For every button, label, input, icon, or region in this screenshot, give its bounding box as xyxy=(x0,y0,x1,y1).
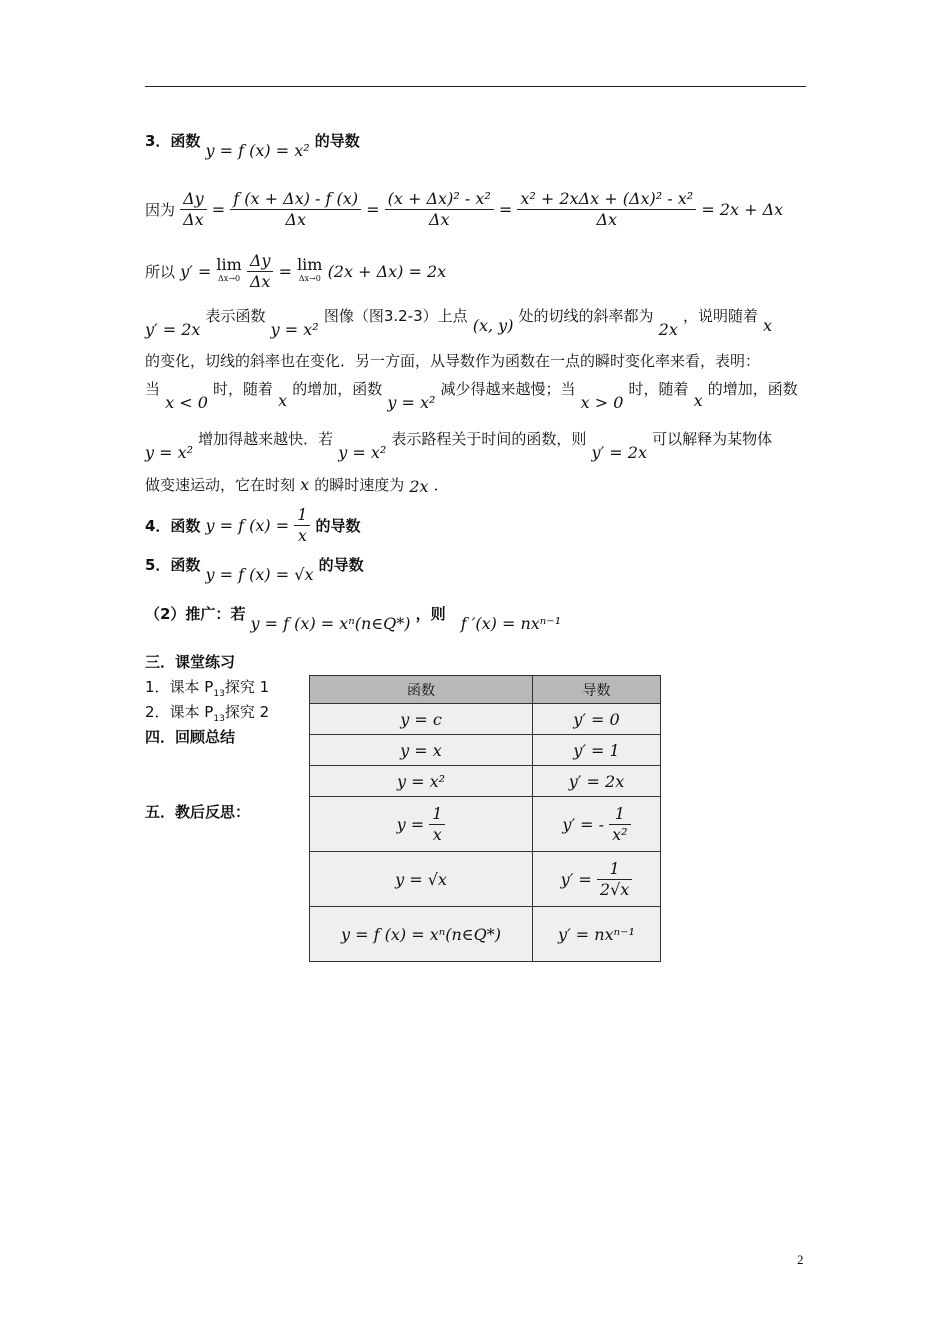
page-number: 2 xyxy=(797,1252,804,1267)
paragraph-line-5: 做变速运动，它在时刻 x 的瞬时速度为 2x ． xyxy=(145,475,449,496)
practice-item-1: 1．课本 $P_{13}$探究 1 xyxy=(145,678,270,699)
reflection-heading: 五．教后反思： xyxy=(145,803,251,821)
review-heading: 四．回顾总结 xyxy=(145,728,236,746)
table-row: y = √x y′ = $\frac{1}{2√x}$ xyxy=(310,852,661,907)
section-5-heading: 5．函数 y = f (x) = √x 的导数 xyxy=(145,556,364,584)
derivative-table xyxy=(309,675,661,962)
paragraph-line-1: y′ = 2x 表示函数 y = x² 图像（图3.2-3）上点 (x, y) 处的切线的斜率都为 2x ，说明随着 x xyxy=(145,307,773,339)
table-row: y = $\frac{1}{x}$ y′ = - $\frac{1}{\text{x²}}$ xyxy=(310,797,661,852)
practice-item-2: 2．课本 $P_{13}$探究 2 xyxy=(145,703,270,724)
limit-operator-2: lim Δx→0 xyxy=(297,254,323,283)
table-row: y = x² y′ = 2x xyxy=(310,766,661,797)
table-header-row xyxy=(310,676,661,704)
section-4-fraction: $\frac{1}{x}$ xyxy=(294,506,310,545)
table-row: y = f (x) = xⁿ(n∈Q*) y′ = nxⁿ⁻¹ xyxy=(310,907,661,962)
section-4-heading: 4．函数 y = f (x) = $\frac{1}{x}$ 的导数 xyxy=(145,505,361,545)
table-row: y = c y′ = 0 xyxy=(310,704,661,735)
section-3-formula: y = f (x) = x² xyxy=(205,141,310,160)
paragraph-line-4: y = x² 增加得越来越快．若 y = x² 表示路程关于时间的函数，则 y′ = 2x 可以解释为某物体 xyxy=(145,430,773,462)
difference-quotient-result: = 2x + Δx xyxy=(701,200,784,219)
step1-fraction: $\frac{f (x + \Delta x) - f (x)}{\Delta x}$ xyxy=(230,190,361,229)
practice-heading: 三．课堂练习 xyxy=(145,653,236,671)
header-rule xyxy=(145,86,806,87)
table-header-function: 函数 xyxy=(310,676,533,704)
step2-fraction: $\frac{\text{(x + Δx)² - x²}}{\Delta x}$ xyxy=(385,190,494,229)
limit-fraction: $\frac{\Delta y}{\Delta x}$ xyxy=(247,252,274,291)
dy-dx-fraction: $\frac{\Delta y}{\Delta x}$ xyxy=(180,190,207,229)
generalize-line: （2）推广：若 y = f (x) = xⁿ(n∈Q*) ，则 f ′(x) = nxⁿ⁻¹ xyxy=(145,605,562,633)
paragraph-line-3: 当 x < 0 时，随着 x 的增加，函数 y = x² 减少得越来越慢；当 x > 0 时，随着 x 的增加，函数 xyxy=(145,380,798,412)
table-row: y = x y′ = 1 xyxy=(310,735,661,766)
limit-operator-1: lim Δx→0 xyxy=(216,254,242,283)
section-3-heading: 3．函数 y = f (x) = x² 的导数 xyxy=(145,132,360,160)
paragraph-line-2: 的变化，切线的斜率也在变化．另一方面，从导数作为函数在一点的瞬时变化率来看，表明： xyxy=(145,352,761,370)
difference-quotient-line: 因为 $\frac{\Delta y}{\Delta x}$ = $\frac{f (x + \Delta x) - f (x)}{\Delta x}$ = $\frac{\text{(x + Δx)² - x²}}{\Delta x}$ = $\frac{\text{x² + 2xΔx + (Δx)² - x²}}{\Delta x}$ = 2x + Δx xyxy=(145,189,784,229)
limit-line: 所以 y′ = lim Δx→0 $\frac{\Delta y}{\Delta x}$ = lim Δx→0 (2x + Δx) = 2x xyxy=(145,251,447,291)
step3-fraction: $\frac{\text{x² + 2xΔx + (Δx)² - x²}}{\Delta x}$ xyxy=(517,190,696,229)
table-header-derivative: 导数 xyxy=(533,676,661,704)
